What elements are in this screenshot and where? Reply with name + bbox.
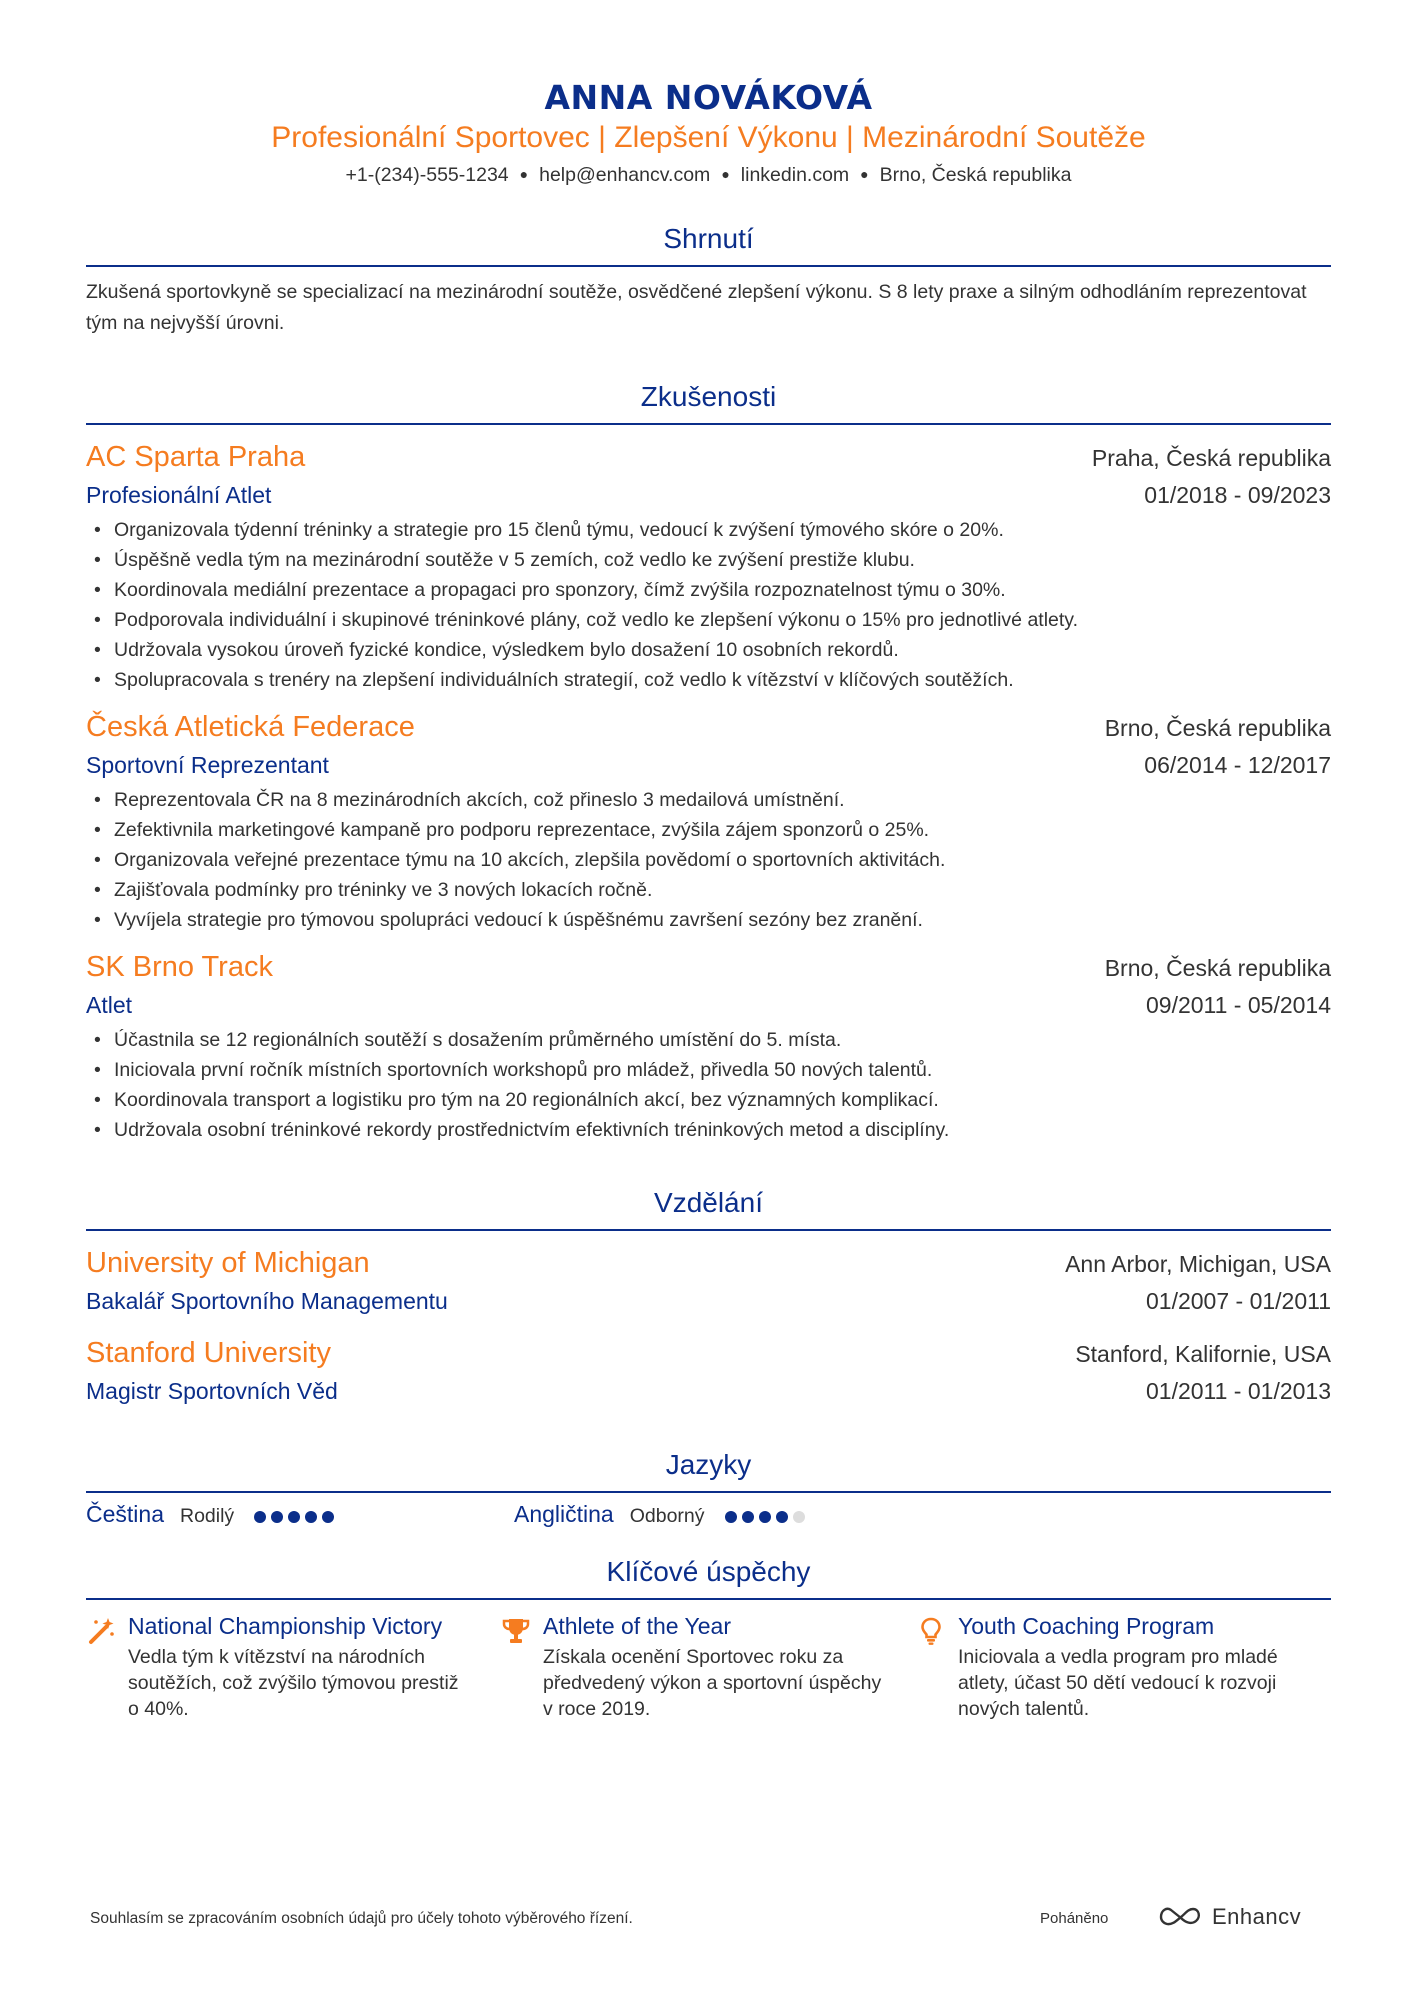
achievement-item: [501, 1612, 916, 1722]
resume-header: [86, 78, 1331, 191]
linkedin-link[interactable]: linkedin.com: [740, 164, 850, 186]
separator-dot: ●: [860, 166, 869, 182]
footer: [90, 1906, 1330, 1936]
education-entry: [86, 1243, 1331, 1319]
bullet-list: [86, 1025, 1331, 1145]
achievement-description: Iniciovala a vedla program pro mladé atlety, účast 50 dětí vedoucí k rozvoji nových talentů.: [958, 1646, 1278, 1720]
language-rating: [254, 1511, 334, 1523]
job-location: Brno, Česká republika: [1104, 715, 1331, 741]
bullet-item: • Iniciovala první ročník místních sportovních workshopů pro mládež, přivedla 50 nových talentů.: [86, 1055, 1331, 1085]
experience-entry: [86, 707, 1331, 935]
job-dates: 06/2014 - 12/2017: [1144, 752, 1331, 778]
bullet-item: • Úspěšně vedla tým na mezinárodní soutěže v 5 zemích, což vedlo ke zvýšení prestiže klubu.: [86, 545, 1331, 575]
language-rating: [725, 1511, 805, 1523]
achievement-description: Vedla tým k vítězství na národních soutěžích, což zvýšilo týmovou prestiž o 40%.: [128, 1646, 459, 1720]
bullet-item: • Účastnila se 12 regionálních soutěží s dosažením průměrného umístění do 5. místa.: [86, 1025, 1331, 1055]
rating-dot-filled: [322, 1511, 334, 1523]
language-level: Odborný: [629, 1505, 705, 1527]
achievement-title: Athlete of the Year: [543, 1613, 731, 1639]
experience-entry: [86, 437, 1331, 695]
bullet-item: • Spolupracovala s trenéry na zlepšení individuálních strategií, což vedlo k vítězství v klíčových soutěžích.: [86, 665, 1331, 695]
achievement-title: Youth Coaching Program: [958, 1613, 1215, 1639]
rating-dot-filled: [288, 1511, 300, 1523]
section-title-achievements: Klíčové úspěchy: [86, 1552, 1331, 1600]
employer: AC Sparta Praha: [86, 441, 306, 473]
achievement-list: [86, 1612, 1331, 1722]
achievement-item: [916, 1612, 1331, 1722]
education-section: [86, 1183, 1331, 1409]
bullet-item: • Organizovala týdenní tréninky a strategie pro 15 členů týmu, vedoucí k zvýšení týmového skóre o 20%.: [86, 515, 1331, 545]
section-title-education: Vzdělání: [86, 1183, 1331, 1231]
rating-dot-filled: [742, 1511, 754, 1523]
magic-wand-icon: [86, 1612, 128, 1722]
section-title-summary: Shrnutí: [86, 219, 1331, 267]
section-title-experience: Zkušenosti: [86, 377, 1331, 425]
rating-dot-filled: [759, 1511, 771, 1523]
bullet-item: • Reprezentovala ČR na 8 mezinárodních akcích, což přineslo 3 medailová umístnění.: [86, 785, 1331, 815]
job-location: Praha, Česká republika: [1091, 445, 1331, 471]
language-level: Rodilý: [179, 1505, 235, 1527]
enhancv-logo-icon: [1158, 1904, 1204, 1930]
job-title: Sportovní Reprezentant: [86, 752, 329, 778]
rating-dot-filled: [271, 1511, 283, 1523]
job-dates: 09/2011 - 05/2014: [1145, 992, 1331, 1018]
separator-dot: ●: [519, 166, 529, 182]
separator-dot: ●: [721, 166, 730, 182]
language-name: Angličtina: [514, 1501, 614, 1527]
bullet-item: • Koordinovala transport a logistiku pro tým na 20 regionálních akcí, bez významných komplikací.: [86, 1085, 1331, 1115]
bullet-item: • Koordinovala mediální prezentace a propagaci pro sponzory, čímž zvýšila rozpoznatelnost týmu o 30%.: [86, 575, 1331, 605]
school-location: Stanford, Kalifornie, USA: [1075, 1341, 1331, 1367]
summary-section: [86, 219, 1331, 339]
achievements-section: [86, 1552, 1331, 1722]
experience-entry: [86, 947, 1331, 1145]
brand-name: Enhancv: [1212, 1904, 1302, 1929]
rating-dot-filled: [776, 1511, 788, 1523]
job-location: Brno, Česká republika: [1104, 955, 1331, 981]
school-location: Ann Arbor, Michigan, USA: [1065, 1251, 1331, 1277]
employer: SK Brno Track: [86, 951, 273, 983]
candidate-headline: Profesionální Sportovec | Zlepšení Výkonu | Mezinárodní Soutěže: [271, 121, 1146, 154]
rating-dot-filled: [305, 1511, 317, 1523]
consent-text: Souhlasím se zpracováním osobních údajů pro účely tohoto výběrového řízení.: [90, 1910, 633, 1927]
experience-section: [86, 377, 1331, 1145]
school-name: Stanford University: [86, 1337, 331, 1369]
degree: Magistr Sportovních Věd: [86, 1378, 338, 1404]
trophy-icon: [501, 1612, 543, 1722]
powered-by-label: Poháněno: [1040, 1910, 1109, 1927]
language-item: [514, 1501, 942, 1528]
enhancv-logo[interactable]: [1158, 1904, 1301, 1930]
candidate-name: ANNA NOVÁKOVÁ: [544, 78, 873, 117]
achievement-item: [86, 1612, 501, 1722]
language-item: [86, 1501, 514, 1528]
language-list: [86, 1501, 1331, 1528]
education-dates: 01/2011 - 01/2013: [1145, 1378, 1331, 1404]
bullet-list: [86, 515, 1331, 695]
bullet-list: [86, 785, 1331, 935]
employer: Česká Atletická Federace: [86, 711, 415, 743]
bullet-item: • Udržovala vysokou úroveň fyzické kondice, výsledkem bylo dosažení 10 osobních rekordů.: [86, 635, 1331, 665]
email[interactable]: help@enhancv.com: [539, 164, 711, 186]
bullet-item: • Udržovala osobní tréninkové rekordy prostřednictvím efektivních tréninkových metod a disciplíny.: [86, 1115, 1331, 1145]
achievement-description: Získala ocenění Sportovec roku za předvedený výkon a sportovní úspěchy v roce 2019.: [543, 1646, 882, 1720]
section-title-languages: Jazyky: [86, 1445, 1331, 1493]
education-dates: 01/2007 - 01/2011: [1145, 1288, 1331, 1314]
phone: +1-(234)-555-1234: [345, 164, 509, 186]
contact-line: [86, 160, 1331, 191]
summary-text: Zkušená sportovkyně se specializací na mezinárodní soutěže, osvědčené zlepšení výkonu. S 8 lety praxe a silným odhodláním reprezentovat tým na nejvyšší úrovni.: [86, 281, 1307, 334]
location: Brno, Česká republika: [879, 164, 1072, 186]
degree: Bakalář Sportovního Managementu: [86, 1288, 448, 1314]
bullet-item: • Vyvíjela strategie pro týmovou spolupráci vedoucí k úspěšnému završení sezóny bez zranění.: [86, 905, 1331, 935]
achievement-title: National Championship Victory: [128, 1613, 443, 1639]
resume-page: [86, 78, 1331, 1722]
education-entry: [86, 1333, 1331, 1409]
bullet-item: • Organizovala veřejné prezentace týmu na 10 akcích, zlepšila povědomí o sportovních aktivitách.: [86, 845, 1331, 875]
job-title: Atlet: [86, 992, 133, 1018]
lightbulb-icon: [916, 1612, 958, 1722]
school-name: University of Michigan: [86, 1247, 370, 1279]
rating-dot-filled: [725, 1511, 737, 1523]
bullet-item: • Zefektivnila marketingové kampaně pro podporu reprezentace, zvýšila zájem sponzorů o 25%.: [86, 815, 1331, 845]
job-title: Profesionální Atlet: [86, 482, 272, 508]
languages-section: [86, 1445, 1331, 1528]
bullet-item: • Podporovala individuální i skupinové tréninkové plány, což vedlo ke zlepšení výkonu o 15% pro jednotlivé atlety.: [86, 605, 1331, 635]
rating-dot-empty: [793, 1511, 805, 1523]
bullet-item: • Zajišťovala podmínky pro tréninky ve 3 nových lokacích ročně.: [86, 875, 1331, 905]
job-dates: 01/2018 - 09/2023: [1144, 482, 1331, 508]
language-name: Čeština: [86, 1501, 164, 1527]
rating-dot-filled: [254, 1511, 266, 1523]
